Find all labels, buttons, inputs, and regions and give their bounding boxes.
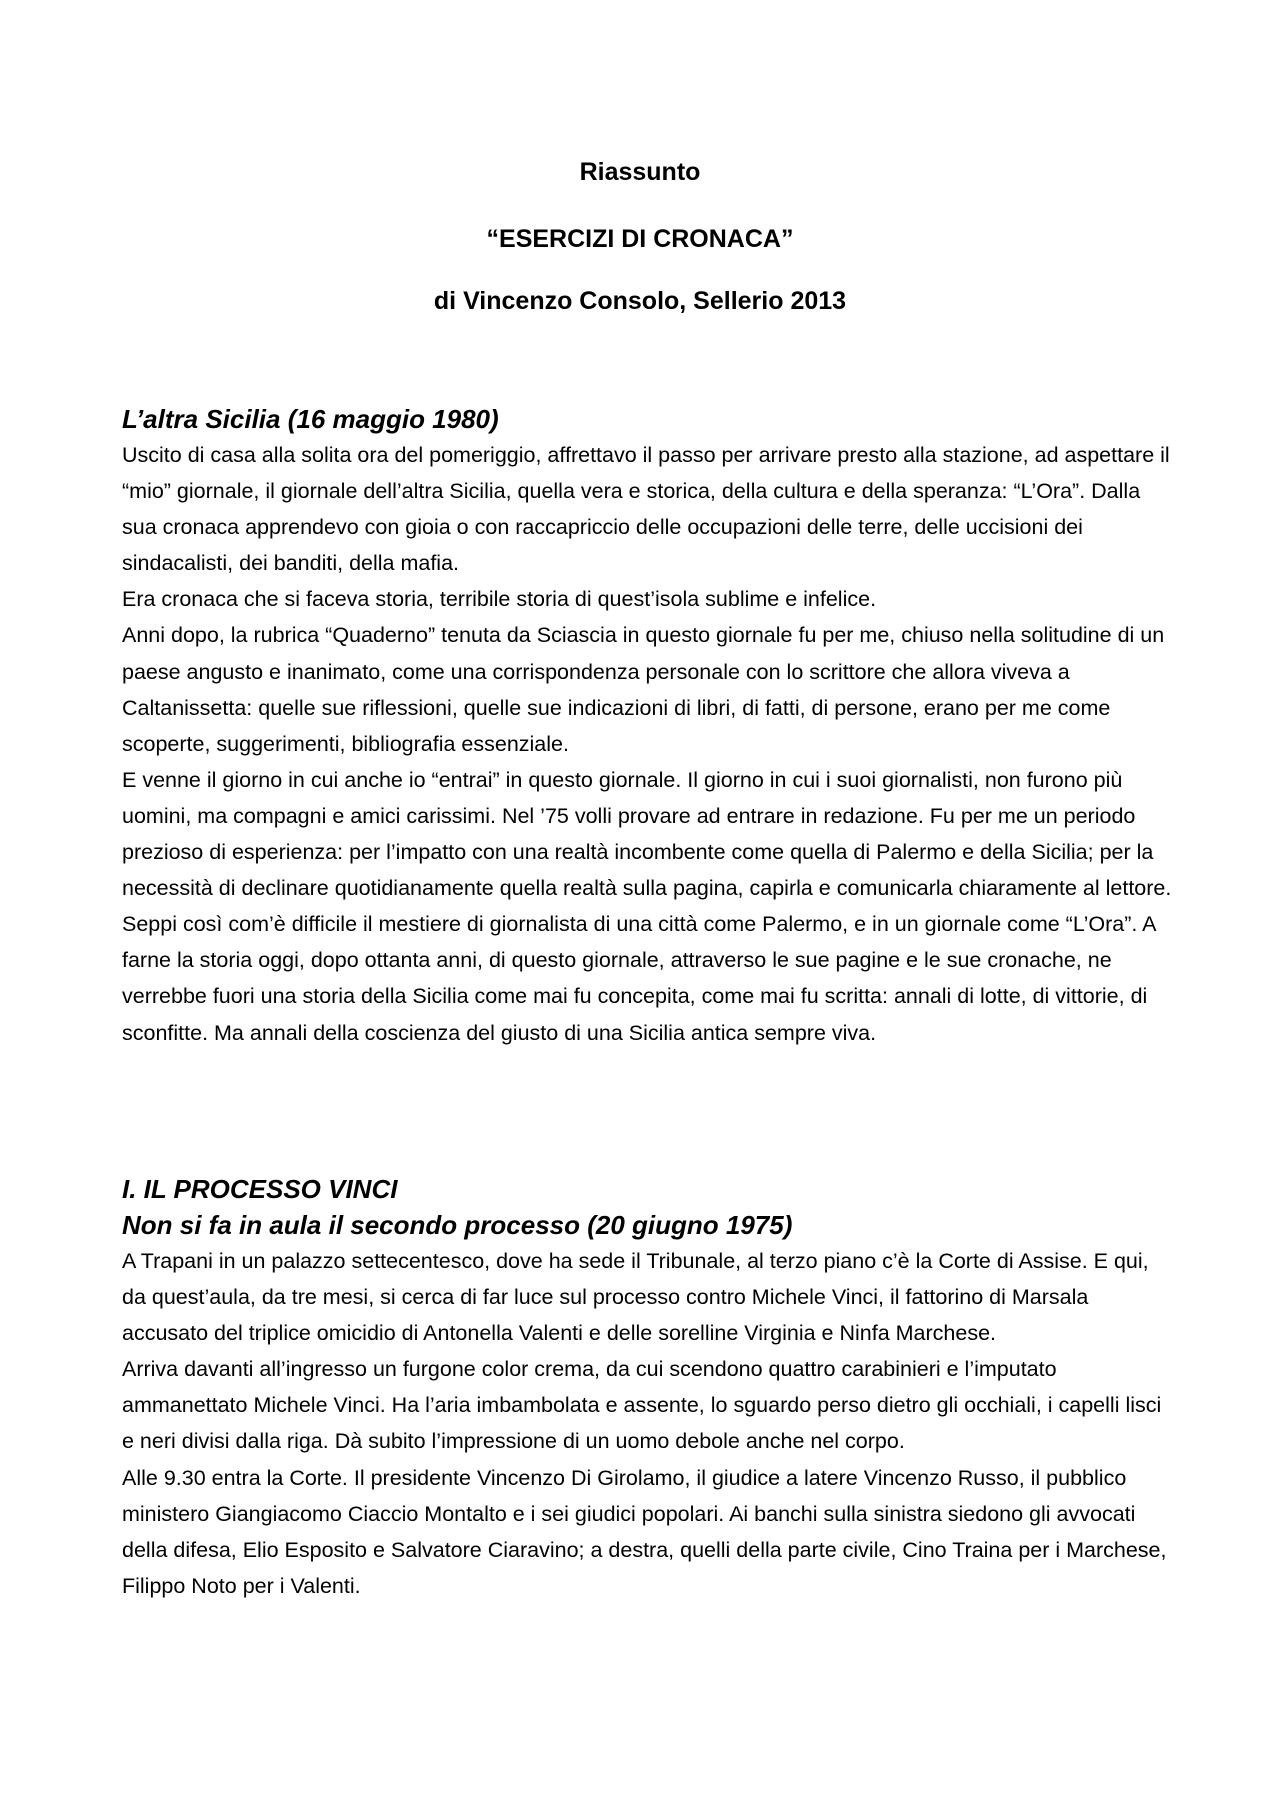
section-subtitle: Non si fa in aula il secondo processo (20 giugno 1975)	[122, 1210, 793, 1240]
paragraph: Anni dopo, la rubrica “Quaderno” tenuta da Sciascia in questo giornale fu per me, chiuso nella solitudine di un paese angusto e inanimato, come una corrispondenza personale con lo scrittore che allora viveva a Caltanissetta: quelle sue riflessioni, quelle sue indicazioni di libri, di fatti, di persone, erano per me come scoperte, suggerimenti, bibliografia essenziale.	[122, 623, 1165, 756]
paragraph: A Trapani in un palazzo settecentesco, dove ha sede il Tribunale, al terzo piano c’è la Corte di Assise. E qui, da quest’aula, da tre mesi, si cerca di far luce sul processo contro Michele Vinci, il fattorino di Marsala accusato del triplice omicidio di Antonella Valenti e delle sorelline Virginia e Ninfa Marchese.	[122, 1249, 1149, 1346]
paragraph: Arriva davanti all’ingresso un furgone color crema, da cui scendono quattro carabinieri e l’imputato ammanettato Michele Vinci. Ha l’aria imbambolata e assente, lo sguardo perso dietro gli occhiali, i capelli lisci e neri divisi dalla riga. Dà subito l’impressione di un uomo debole anche nel corpo.	[122, 1357, 1162, 1454]
paragraph: Seppi così com’è difficile il mestiere di giornalista di una città come Palermo, e in un giornale come “L’Ora”. A farne la storia oggi, dopo ottanta anni, di questo giornale, attraverso le sue pagine e le sue cronache, ne verrebbe fuori una storia della Sicilia come mai fu concepita, come mai fu scritta: annali di lotte, di vittorie, di sconfitte. Ma annali della coscienza del giusto di una Sicilia antica sempre viva.	[122, 912, 1156, 1045]
paragraph: Era cronaca che si faceva storia, terribile storia di quest’isola sublime e infelice.	[122, 587, 877, 612]
document-label: Riassunto	[579, 158, 701, 186]
section-processo-vinci	[122, 1171, 1172, 1604]
section-altra-sicilia	[122, 401, 1172, 1051]
section-title: I. IL PROCESSO VINCI	[122, 1174, 398, 1204]
section-title: L’altra Sicilia (16 maggio 1980)	[122, 404, 499, 434]
paragraph: E venne il giorno in cui anche io “entrai” in questo giornale. Il giorno in cui i suoi giornalisti, non furono più uomini, ma compagni e amici carissimi. Nel ’75 volli provare ad entrare in redazione. Fu per me un periodo prezioso di esperienza: per l’impatto con una realtà incombente come quella di Palermo e della Sicilia; per la necessità di declinare quotidianamente quella realtà sulla pagina, capirla e comunicarla chiaramente al lettore.	[122, 767, 1172, 901]
document-subtitle: di Vincenzo Consolo, Sellerio 2013	[433, 287, 847, 315]
document-title: “ESERCIZI DI CRONACA”	[486, 225, 794, 253]
paragraph: Alle 9.30 entra la Corte. Il presidente Vincenzo Di Girolamo, il giudice a latere Vincenzo Russo, il pubblico ministero Giangiacomo Ciaccio Montalto e i sei giudici popolari. Ai banchi sulla sinistra siedono gli avvocati della difesa, Elio Esposito e Salvatore Ciaravino; a destra, quelli della parte civile, Cino Traina per i Marchese, Filippo Noto per i Valenti.	[122, 1465, 1167, 1598]
paragraph: Uscito di casa alla solita ora del pomeriggio, affrettavo il passo per arrivare presto alla stazione, ad aspettare il “mio” giornale, il giornale dell’altra Sicilia, quella vera e storica, della cultura e della speranza: “L’Ora”. Dalla sua cronaca apprendevo con gioia o con raccapriccio delle occupazioni delle terre, delle uccisioni dei sindacalisti, dei banditi, della mafia.	[122, 443, 1170, 576]
